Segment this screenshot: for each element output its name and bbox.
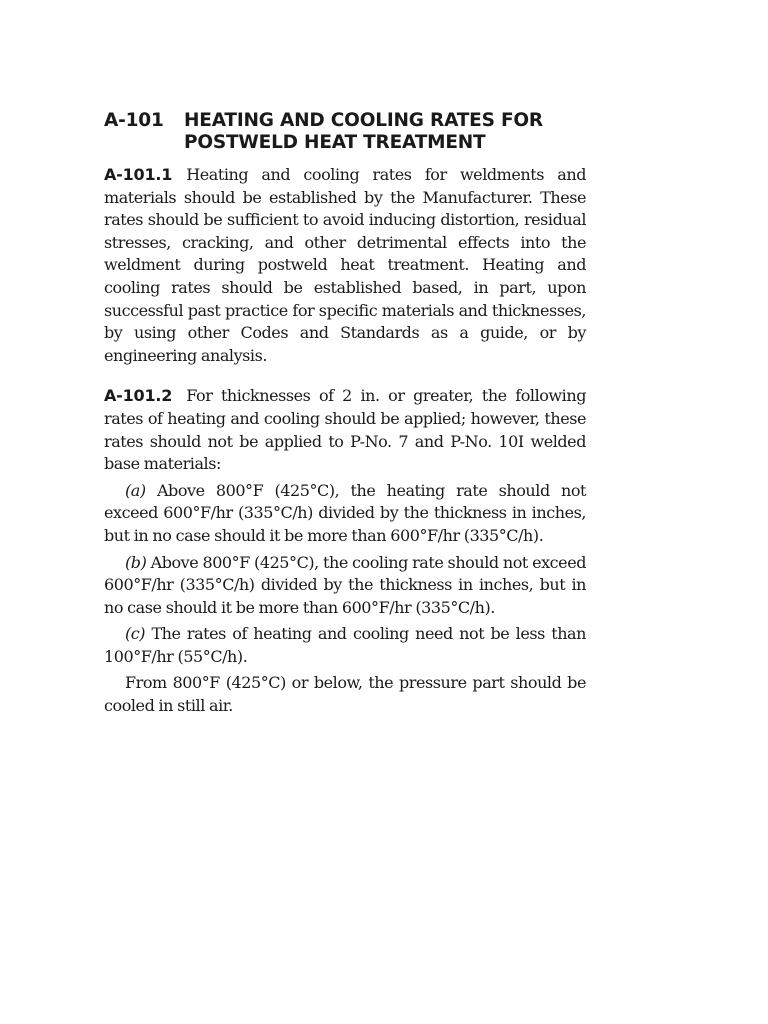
paragraph-text: Heating and cooling rates for weldments and materials should be established by the Manufacturer. These rates should be sufficient to avoid inducing distortion, residual stresses, cracking, and other detrimental effects into the weldment during postweld heat treatment. Heating and cooling rates should be established based, in part, upon successful past practice for specific materials and thicknesses, by using other Codes and Standards as a guide, or by engineering analysis.	[104, 165, 586, 365]
list-item-a	[104, 480, 586, 548]
item-label: (c)	[125, 624, 146, 644]
paragraph-number: A-101.2	[104, 386, 173, 406]
item-text: Above 800°F (425°C), the heating rate should not exceed 600°F/hr (335°C/h) divided by the thickness in inches, but in no case should it be more than 600°F/hr (335°C/h).	[104, 480, 586, 545]
item-text: The rates of heating and cooling need not be less than 100°F/hr (55°C/h).	[104, 624, 586, 666]
paragraph-a-101-2	[104, 385, 586, 475]
section-heading	[104, 110, 586, 154]
item-label: (a)	[125, 480, 146, 500]
list-item-b	[104, 552, 586, 620]
item-label: (b)	[125, 552, 147, 572]
paragraph-a-101-1	[104, 164, 586, 367]
document-page	[104, 110, 586, 718]
item-text: Above 800°F (425°C), the cooling rate should not exceed 600°F/hr (335°C/h) divided by the thickness in inches, but in no case should it be more than 600°F/hr (335°C/h).	[104, 552, 587, 617]
closing-paragraph: From 800°F (425°C) or below, the pressure part should be cooled in still air.	[104, 673, 586, 716]
paragraph-text: For thicknesses of 2 in. or greater, the following rates of heating and cooling should be applied; however, these rates should not be applied to P-No. 7 and P-No. 10I welded base materials:	[104, 386, 586, 474]
section-number: A-101	[104, 110, 164, 131]
section-title: HEATING AND COOLING RATES FOR POSTWELD HEAT TREATMENT	[184, 110, 543, 153]
paragraph-number: A-101.1	[104, 165, 173, 184]
list-item-c	[104, 623, 586, 668]
